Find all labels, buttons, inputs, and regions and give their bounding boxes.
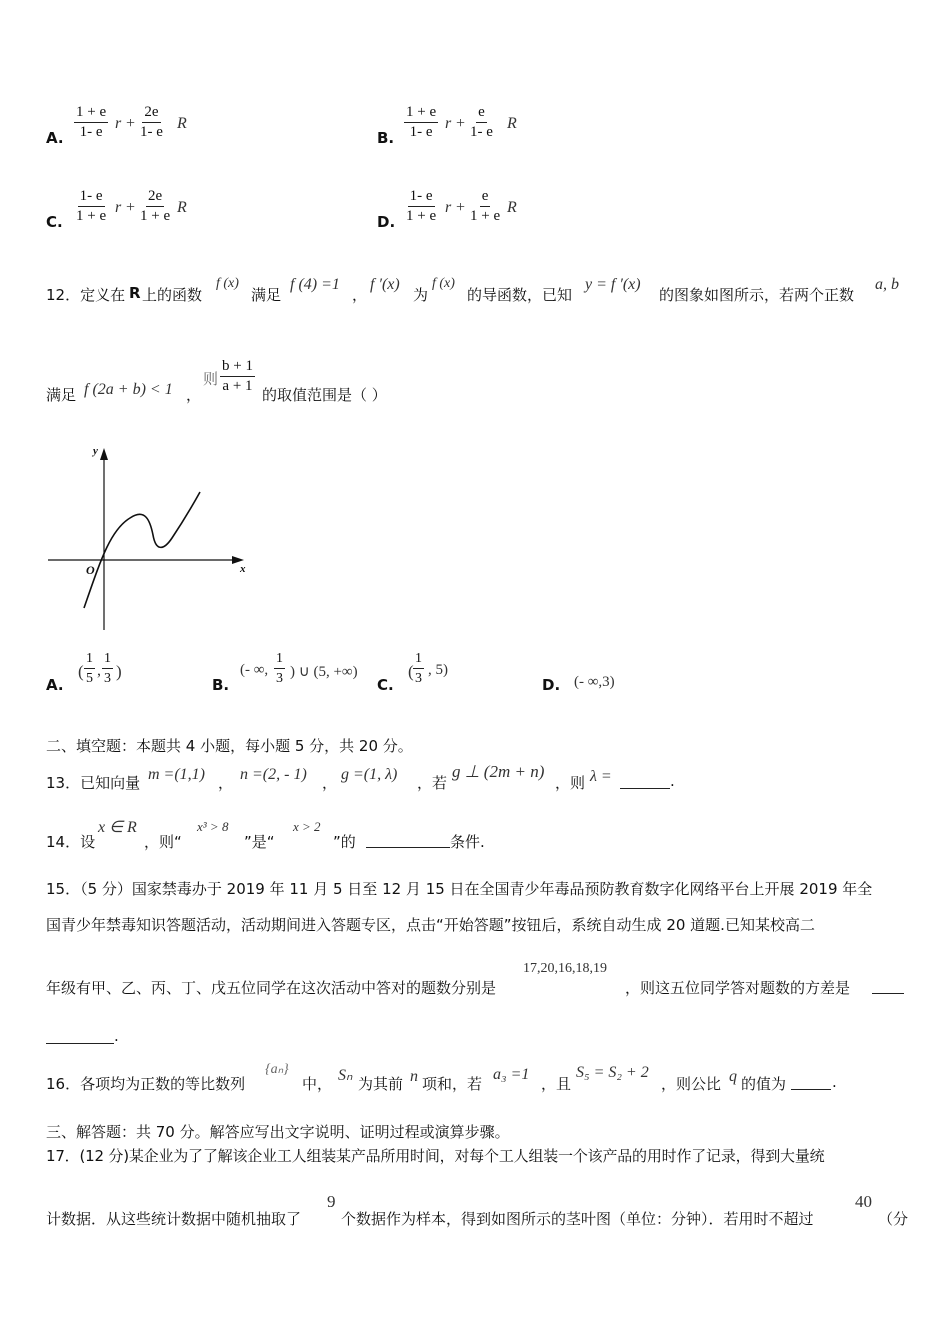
answer-blank-cont[interactable] xyxy=(46,1027,114,1044)
option-label: C. xyxy=(46,213,63,231)
question-text: 计数据．从这些统计数据中随机抽取了 xyxy=(46,1210,302,1228)
math-expr: x ∈ R xyxy=(98,819,137,836)
fraction: $\frac{e}{1- e}$ xyxy=(470,104,493,140)
question-text: 中， xyxy=(302,1075,333,1093)
math-var: r xyxy=(115,115,122,132)
question-text: 条件. xyxy=(450,833,485,851)
math-expr: y = f ′(x) xyxy=(585,276,641,293)
math-expr: f (4) =1 xyxy=(290,276,340,293)
y-axis-label: y xyxy=(93,445,98,457)
option-label: B. xyxy=(212,676,230,694)
fraction: $\frac{1 + e}{1- e}$ xyxy=(406,104,437,140)
question-text: 为其前 xyxy=(358,1075,404,1093)
math-expr: f (x) xyxy=(216,276,239,291)
fraction: $\frac{2e}{1 + e}$ xyxy=(140,188,171,224)
x-axis-label: x xyxy=(240,563,246,575)
question-text: 的取值范围是（ ） xyxy=(262,386,387,404)
math-expr: x > 2 xyxy=(293,819,321,834)
fraction: $\frac{1- e}{1 + e}$ xyxy=(76,188,107,224)
math-var: R xyxy=(177,115,187,132)
math-expr: 40 xyxy=(855,1192,872,1211)
question-text: ”的 xyxy=(333,833,356,851)
math-expr: S₅ = S₂ + 2 xyxy=(576,1064,649,1081)
math-expr: λ = xyxy=(590,768,612,785)
math-expr: , 5) xyxy=(428,662,448,678)
fraction: $\frac{1 + e}{1- e}$ xyxy=(76,104,107,140)
math-op: ) xyxy=(116,662,122,681)
question-text: 12．定义在 xyxy=(46,286,126,304)
question-text: 17．(12 分)某企业为了了解该企业工人组装某产品所用时间，对每个工人组装一个该产品的用时作了记录，得到大量统 xyxy=(46,1147,825,1165)
question-text: 满足 xyxy=(251,286,282,304)
question-text: ，则“ xyxy=(144,833,182,851)
question-text: . xyxy=(114,1027,119,1045)
answer-blank[interactable] xyxy=(872,977,904,994)
question-text: ，则这五位同学答对题数的方差是 xyxy=(625,979,851,997)
question-text: ，且 xyxy=(541,1075,572,1093)
fraction: $\frac{1}{3}$ xyxy=(104,651,111,686)
question-text: ， xyxy=(186,386,202,404)
question-text: ，则 xyxy=(555,774,586,792)
question-text: 13．已知向量 xyxy=(46,774,141,792)
fraction: $\frac{1- e}{1 + e}$ xyxy=(406,188,437,224)
math-expr: n xyxy=(410,1068,418,1085)
question-text: ， xyxy=(352,286,368,304)
fraction: $\frac{2e}{1- e}$ xyxy=(140,104,163,140)
math-var: r xyxy=(445,199,452,216)
section-heading: 二、填空题：本题共 4 小题，每小题 5 分，共 20 分。 xyxy=(46,737,413,755)
question-text: ，则公比 xyxy=(661,1075,722,1093)
question-text: 为 xyxy=(413,286,429,304)
question-text: 则 xyxy=(203,370,219,388)
section-heading: 三、解答题：共 70 分。解答应写出文字说明、证明过程或演算步骤。 xyxy=(46,1123,510,1141)
question-text: 年级有甲、乙、丙、丁、戊五位同学在这次活动中答对的题数分别是 xyxy=(46,979,497,997)
question-text: 14．设 xyxy=(46,833,96,851)
option-label: B. xyxy=(377,129,395,147)
question-text: （分 xyxy=(878,1210,909,1228)
option-label: D. xyxy=(377,213,396,231)
fraction: $\frac{b + 1}{a + 1}$ xyxy=(222,358,253,394)
fraction: $\frac{1}{3}$ xyxy=(415,651,422,686)
math-op: + xyxy=(126,115,136,132)
option-label: C. xyxy=(377,676,394,694)
math-expr: f (x) xyxy=(432,276,455,291)
math-expr: x³ > 8 xyxy=(197,819,229,834)
question-text: 15．（5 分）国家禁毒办于 2019 年 11 月 5 日至 12 月 15 日在全国青少年毒品预防教育数字化网络平台上开展 2019 年全 xyxy=(46,880,873,898)
math-expr: f ′(x) xyxy=(370,276,400,293)
question-text: 个数据作为样本，得到如图所示的茎叶图（单位：分钟）．若用时不超过 xyxy=(341,1210,814,1228)
question-text: 的导函数，已知 xyxy=(467,286,573,304)
math-bold: R xyxy=(129,284,141,302)
math-expr: a, b xyxy=(875,276,899,293)
math-var: r xyxy=(115,199,122,216)
option-label: A. xyxy=(46,129,64,147)
math-var: R xyxy=(507,115,517,132)
math-expr: q xyxy=(729,1068,737,1085)
math-expr: a₃ =1 xyxy=(493,1066,530,1083)
math-expr: m =(1,1) xyxy=(148,766,206,783)
math-expr: g ⊥ (2m + n) xyxy=(452,762,545,781)
fraction: $\frac{1}{5}$ xyxy=(86,651,93,686)
math-expr: 17,20,16,18,19 xyxy=(523,961,607,976)
math-expr: {aₙ} xyxy=(265,1062,289,1077)
y-axis-arrow xyxy=(100,448,108,460)
math-op: + xyxy=(456,115,466,132)
fraction: $\frac{1}{3}$ xyxy=(276,651,283,686)
answer-blank[interactable] xyxy=(366,831,450,848)
fraction: $\frac{e}{1 + e}$ xyxy=(470,188,501,224)
question-text: ， xyxy=(322,774,338,792)
math-expr: (- ∞, xyxy=(240,662,269,678)
math-op: + xyxy=(456,199,466,216)
answer-blank[interactable] xyxy=(620,772,670,789)
math-var: r xyxy=(445,115,452,132)
question-text: 的值为 xyxy=(741,1075,787,1093)
question-text: . xyxy=(670,772,675,790)
origin-label: O xyxy=(86,563,95,577)
derivative-curve xyxy=(84,492,200,608)
option-label: A. xyxy=(46,676,64,694)
question-text: 16．各项均为正数的等比数列 xyxy=(46,1075,246,1093)
math-expr: g =(1, λ) xyxy=(341,766,398,783)
question-text: 国青少年禁毒知识答题活动，活动期间进入答题专区，点击“开始答题”按钮后，系统自动生成 20 道题.已知某校高二 xyxy=(46,916,815,934)
math-var: R xyxy=(507,199,517,216)
math-var: R xyxy=(177,199,187,216)
math-expr: ) ∪ (5, +∞) xyxy=(290,664,358,680)
math-expr: n =(2, - 1) xyxy=(240,766,307,783)
math-expr: (- ∞,3) xyxy=(574,674,615,690)
math-expr: Sₙ xyxy=(338,1067,353,1084)
math-op: , xyxy=(97,662,101,679)
math-op: ( xyxy=(408,662,414,681)
question-text: 满足 xyxy=(46,386,77,404)
question-text: ， xyxy=(218,774,234,792)
answer-blank[interactable] xyxy=(791,1073,831,1090)
question-text: 项和，若 xyxy=(422,1075,483,1093)
question-text: ，若 xyxy=(417,774,448,792)
question-text: 上的函数 xyxy=(142,286,203,304)
math-op: + xyxy=(126,199,136,216)
math-expr: 9 xyxy=(327,1192,336,1211)
math-expr: f (2a + b) < 1 xyxy=(84,381,173,398)
question-text: . xyxy=(832,1073,837,1091)
question-text: 的图象如图所示，若两个正数 xyxy=(659,286,855,304)
math-op: ( xyxy=(78,662,84,681)
derivative-graph xyxy=(40,440,255,635)
question-text: ”是“ xyxy=(244,833,275,851)
option-label: D. xyxy=(542,676,561,694)
